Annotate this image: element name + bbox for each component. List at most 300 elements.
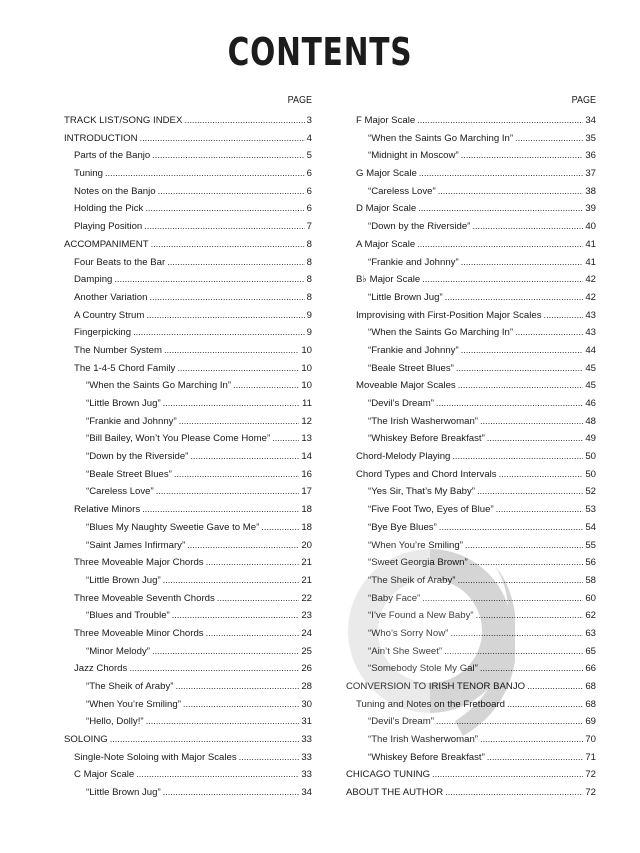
dot-leader: [461, 254, 584, 272]
toc-entry: [346, 448, 596, 466]
toc-entry: [64, 183, 312, 201]
toc-entry-title: “When the Saints Go Marching In”: [368, 132, 514, 144]
toc-entry: [346, 395, 596, 413]
toc-entry-page: 4: [306, 132, 312, 144]
toc-entry-title: Relative Minors: [74, 504, 141, 516]
toc-entry-page: 45: [585, 362, 596, 374]
dot-leader: [146, 307, 304, 325]
toc-entry: [346, 731, 596, 749]
toc-entry: [346, 660, 596, 678]
toc-entry: [346, 324, 596, 342]
toc-entry-title: Improvising with First-Position Major Scales: [356, 309, 542, 321]
toc-entry-title: C Major Scale: [74, 769, 135, 781]
toc-entry: [64, 236, 312, 254]
page-column-header-right: PAGE: [571, 95, 596, 106]
toc-entry: [64, 572, 312, 590]
toc-entry-title: “Ain’t She Sweet”: [368, 645, 443, 657]
toc-entry: [346, 130, 596, 148]
toc-entry-title: “Frankie and Johnny”: [368, 344, 459, 356]
toc-entry-title: D Major Scale: [356, 203, 417, 215]
toc-list-left: [64, 112, 312, 802]
dot-leader: [461, 342, 584, 360]
toc-entry: [64, 218, 312, 236]
toc-entry-title: “Five Foot Two, Eyes of Blue”: [368, 504, 494, 516]
dot-leader: [133, 324, 305, 342]
toc-entry: [64, 625, 312, 643]
dot-leader: [417, 112, 583, 130]
dot-leader: [146, 713, 300, 731]
toc-entry-page: 65: [585, 645, 596, 657]
toc-entry-page: 31: [301, 716, 312, 728]
toc-entry-title: “The Irish Washerwoman”: [368, 734, 478, 746]
toc-entry: [346, 218, 596, 236]
toc-entry-title: SOLOING: [64, 734, 108, 746]
dot-leader: [472, 218, 583, 236]
toc-entry-title: B♭ Major Scale: [356, 274, 421, 286]
toc-entry: [64, 713, 312, 731]
toc-entry-title: “Little Brown Jug”: [86, 574, 161, 586]
toc-entry-page: 43: [585, 309, 596, 321]
toc-entry: [64, 784, 312, 802]
toc-entry: [64, 678, 312, 696]
toc-entry: [346, 519, 596, 537]
toc-entry-page: 12: [301, 415, 312, 427]
toc-entry-page: 70: [585, 734, 596, 746]
toc-entry-title: “Beale Street Blues”: [368, 362, 454, 374]
toc-entry-page: 34: [585, 115, 596, 126]
toc-entry-page: 55: [585, 539, 596, 551]
toc-entry-page: 10: [301, 344, 312, 356]
toc-entry: [64, 466, 312, 484]
dot-leader: [452, 448, 583, 466]
toc-entry-page: 39: [585, 203, 596, 215]
dot-leader: [167, 254, 304, 272]
toc-entry-title: “Bill Bailey, Won’t You Please Come Home”: [86, 433, 271, 445]
dot-leader: [140, 130, 305, 148]
toc-entry-title: “Blues and Trouble”: [86, 610, 170, 622]
toc-entry-page: 9: [306, 309, 312, 321]
toc-entry: [64, 395, 312, 413]
toc-entry-page: 42: [585, 274, 596, 286]
toc-entry-title: “Little Brown Jug”: [86, 787, 161, 799]
toc-entry-title: INTRODUCTION: [64, 132, 138, 144]
toc-entry: [64, 289, 312, 307]
toc-entry: [64, 165, 312, 183]
toc-entry-page: 21: [301, 557, 312, 569]
toc-entry-page: 21: [301, 574, 312, 586]
toc-entry-title: “Little Brown Jug”: [86, 398, 161, 409]
toc-entry-page: 49: [585, 433, 596, 445]
toc-entry-page: 50: [585, 451, 596, 463]
toc-entry-page: 53: [585, 504, 596, 516]
toc-entry-title: Holding the Pick: [74, 203, 144, 215]
dot-leader: [477, 483, 583, 501]
toc-entry: [346, 289, 596, 307]
toc-entry-title: Another Variation: [74, 291, 148, 303]
toc-entry-title: “Careless Love”: [86, 486, 154, 498]
dot-leader: [436, 395, 583, 413]
toc-entry: [346, 165, 596, 183]
toc-entry-page: 10: [301, 362, 312, 374]
toc-entry-page: 58: [585, 574, 596, 586]
toc-entry-page: 13: [301, 433, 312, 445]
dot-leader: [163, 395, 300, 413]
dot-leader: [151, 236, 305, 254]
toc-entry: [346, 625, 596, 643]
toc-entry-page: 25: [301, 645, 312, 657]
dot-leader: [450, 625, 583, 643]
toc-entry-page: 62: [585, 610, 596, 622]
toc-entry-title: “Baby Face”: [368, 592, 421, 604]
toc-entry-title: “Somebody Stole My Gal”: [368, 663, 478, 675]
dot-leader: [190, 448, 299, 466]
dot-leader: [114, 271, 304, 289]
toc-entry-page: 35: [585, 132, 596, 144]
dot-leader: [144, 218, 304, 236]
toc-entry-page: 18: [301, 521, 312, 533]
toc-entry-title: TRACK LIST/SONG INDEX: [64, 115, 183, 126]
toc-entry-page: 17: [301, 486, 312, 498]
toc-entry-title: Three Moveable Minor Chords: [74, 627, 204, 639]
toc-entry-page: 60: [585, 592, 596, 604]
toc-entry-title: “Who’s Sorry Now”: [368, 627, 449, 639]
dot-leader: [419, 165, 584, 183]
toc-entry: [346, 766, 596, 784]
toc-entry: [346, 466, 596, 484]
toc-entry: [64, 430, 312, 448]
toc-entry: [64, 342, 312, 360]
toc-entry-title: ABOUT THE AUTHOR: [346, 787, 444, 799]
toc-entry-title: “Beale Street Blues”: [86, 468, 172, 480]
toc-entry: [346, 183, 596, 201]
dot-leader: [436, 713, 583, 731]
toc-entry-title: Single-Note Soloing with Major Scales: [74, 751, 237, 763]
dot-leader: [142, 501, 299, 519]
toc-entry: [346, 590, 596, 608]
toc-entry-title: CONVERSION TO IRISH TENOR BANJO: [346, 681, 526, 692]
toc-entry-title: Playing Position: [74, 221, 143, 233]
toc-entry-title: Tuning: [74, 168, 103, 180]
dot-leader: [239, 749, 300, 767]
toc-entry-title: “Devil’s Dream”: [368, 398, 434, 409]
toc-entry-page: 28: [301, 681, 312, 692]
toc-entry-title: “Whiskey Before Breakfast”: [368, 433, 485, 445]
toc-entry: [64, 130, 312, 148]
toc-entry-title: “Saint James Infirmary”: [86, 539, 186, 551]
dot-leader: [217, 590, 300, 608]
toc-entry: [64, 731, 312, 749]
toc-entry-page: 50: [585, 468, 596, 480]
toc-entry-page: 56: [585, 557, 596, 569]
toc-entry: [346, 784, 596, 802]
dot-leader: [458, 377, 584, 395]
dot-leader: [432, 766, 583, 784]
dot-leader: [445, 289, 584, 307]
toc-entry: [346, 236, 596, 254]
toc-entry-title: “Careless Love”: [368, 185, 436, 197]
toc-entry-page: 44: [585, 344, 596, 356]
toc-entry: [64, 537, 312, 555]
dot-leader: [156, 483, 300, 501]
toc-entry-title: “Blues My Naughty Sweetie Gave to Me”: [86, 521, 260, 533]
dot-leader: [527, 678, 583, 696]
toc-entry-title: “When the Saints Go Marching In”: [86, 380, 232, 392]
page-title: CONTENTS: [227, 30, 413, 74]
dot-leader: [465, 537, 583, 555]
toc-entry: [64, 307, 312, 325]
toc-entry-title: “Yes Sir, That’s My Baby”: [368, 486, 475, 498]
toc-entry-title: “The Sheik of Araby”: [86, 681, 174, 692]
toc-entry: [346, 307, 596, 325]
toc-entry-page: 30: [301, 698, 312, 710]
toc-entry-page: 42: [585, 291, 596, 303]
dot-leader: [470, 554, 584, 572]
dot-leader: [136, 766, 299, 784]
toc-entry-title: The Number System: [74, 344, 162, 356]
dot-leader: [456, 360, 583, 378]
dot-leader: [422, 590, 583, 608]
dot-leader: [174, 466, 299, 484]
dot-leader: [233, 377, 299, 395]
toc-entry-title: Tuning and Notes on the Fretboard: [356, 698, 505, 710]
dot-leader: [163, 784, 300, 802]
dot-leader: [444, 643, 583, 661]
dot-leader: [438, 183, 584, 201]
toc-entry-title: Chord Types and Chord Intervals: [356, 468, 497, 480]
toc-entry-title: “The Irish Washerwoman”: [368, 415, 478, 427]
toc-entry: [346, 607, 596, 625]
toc-entry-page: 8: [306, 256, 312, 268]
dot-leader: [480, 413, 583, 431]
toc-entry: [64, 519, 312, 537]
toc-entry: [346, 413, 596, 431]
toc-entry-title: “When You’re Smiling”: [86, 698, 181, 710]
toc-entry-title: “When You’re Smiling”: [368, 539, 463, 551]
toc-entry: [346, 112, 596, 130]
toc-entry: [346, 678, 596, 696]
toc-entry-title: Three Moveable Major Chords: [74, 557, 204, 569]
toc-entry-page: 72: [585, 769, 596, 781]
toc-entry-page: 69: [585, 716, 596, 728]
toc-entry: [64, 766, 312, 784]
dot-leader: [110, 731, 300, 749]
toc-entry-title: Three Moveable Seventh Chords: [74, 592, 215, 604]
dot-leader: [476, 607, 584, 625]
toc-entry-title: “Whiskey Before Breakfast”: [368, 751, 485, 763]
dot-leader: [496, 501, 584, 519]
toc-entry: [346, 713, 596, 731]
toc-entry: [64, 324, 312, 342]
toc-entry-page: 9: [306, 327, 312, 339]
page-column-header-left: PAGE: [287, 95, 312, 106]
toc-entry-page: 33: [301, 751, 312, 763]
toc-entry-title: A Major Scale: [356, 238, 416, 250]
toc-entry-page: 8: [306, 238, 312, 250]
dot-leader: [445, 784, 583, 802]
dot-leader: [179, 413, 300, 431]
toc-entry: [64, 660, 312, 678]
dot-leader: [544, 307, 584, 325]
toc-entry-page: 71: [585, 751, 596, 763]
toc-entry: [64, 749, 312, 767]
toc-entry-page: 23: [301, 610, 312, 622]
toc-entry-title: “Hello, Dolly!”: [86, 716, 144, 728]
toc-entry-page: 54: [585, 521, 596, 533]
toc-entry-title: F Major Scale: [356, 115, 416, 126]
toc-entry-page: 46: [585, 398, 596, 409]
toc-entry-page: 3: [306, 115, 312, 126]
dot-leader: [183, 696, 299, 714]
dot-leader: [515, 130, 583, 148]
toc-entry-page: 40: [585, 221, 596, 233]
toc-entry-page: 6: [306, 203, 312, 215]
toc-entry-page: 72: [585, 787, 596, 799]
toc-entry-title: “The Sheik of Araby”: [368, 574, 456, 586]
dot-leader: [487, 749, 584, 767]
toc-entry: [64, 200, 312, 218]
toc-entry: [64, 254, 312, 272]
toc-entry-page: 34: [301, 787, 312, 799]
dot-leader: [487, 430, 584, 448]
dot-leader: [418, 200, 583, 218]
dot-leader: [172, 607, 300, 625]
toc-entry-title: Parts of the Banjo: [74, 150, 151, 162]
toc-entry-page: 41: [585, 238, 596, 250]
toc-entry-page: 52: [585, 486, 596, 498]
toc-entry-title: “Minor Melody”: [86, 645, 150, 657]
toc-entry: [346, 377, 596, 395]
dot-leader: [507, 696, 583, 714]
toc-entry-title: Chord-Melody Playing: [356, 451, 451, 463]
toc-entry-title: A Country Strum: [74, 309, 145, 321]
dot-leader: [175, 678, 299, 696]
toc-entry: [346, 643, 596, 661]
toc-entry: [64, 147, 312, 165]
toc-entry-title: “Frankie and Johnny”: [86, 415, 177, 427]
toc-entry-title: Jazz Chords: [74, 663, 128, 675]
dot-leader: [515, 324, 583, 342]
toc-entry: [346, 200, 596, 218]
contents-column-right: [346, 94, 596, 802]
toc-entry: [64, 360, 312, 378]
dot-leader: [480, 731, 583, 749]
dot-leader: [457, 572, 583, 590]
dot-leader: [158, 183, 305, 201]
dot-leader: [149, 289, 304, 307]
toc-entry-title: Moveable Major Scales: [356, 380, 456, 392]
dot-leader: [261, 519, 299, 537]
toc-entry-title: “Bye Bye Blues”: [368, 521, 437, 533]
toc-entry: [64, 643, 312, 661]
toc-entry-title: G Major Scale: [356, 168, 417, 180]
toc-entry-title: ACCOMPANIMENT: [64, 238, 149, 250]
toc-entry-page: 41: [585, 256, 596, 268]
toc-entry-page: 37: [585, 168, 596, 180]
toc-entry-title: Four Beats to the Bar: [74, 256, 166, 268]
toc-entry: [346, 342, 596, 360]
toc-entry-title: “Sweet Georgia Brown”: [368, 557, 468, 569]
toc-entry-title: “Little Brown Jug”: [368, 291, 443, 303]
toc-entry: [64, 448, 312, 466]
toc-entry: [346, 254, 596, 272]
toc-entry-page: 14: [301, 451, 312, 463]
toc-entry-title: Damping: [74, 274, 113, 286]
dot-leader: [145, 200, 304, 218]
dot-leader: [164, 342, 299, 360]
toc-entry: [346, 696, 596, 714]
toc-entry: [64, 413, 312, 431]
toc-entry-title: “Frankie and Johnny”: [368, 256, 459, 268]
dot-leader: [272, 430, 299, 448]
dot-leader: [129, 660, 299, 678]
toc-entry-page: 36: [585, 150, 596, 162]
toc-entry-page: 33: [301, 769, 312, 781]
toc-entry: [346, 501, 596, 519]
toc-entry-page: 33: [301, 734, 312, 746]
toc-entry: [64, 501, 312, 519]
toc-entry-page: 8: [306, 291, 312, 303]
toc-entry-page: 8: [306, 274, 312, 286]
toc-entry-page: 5: [306, 150, 312, 162]
toc-entry-page: 43: [585, 327, 596, 339]
toc-entry: [64, 554, 312, 572]
dot-leader: [105, 165, 305, 183]
toc-entry-page: 24: [301, 627, 312, 639]
toc-entry: [346, 271, 596, 289]
toc-entry-title: CHICAGO TUNING: [346, 769, 431, 781]
toc-entry-page: 68: [585, 681, 596, 692]
toc-entry: [64, 112, 312, 130]
toc-entry-page: 6: [306, 168, 312, 180]
toc-entry: [64, 590, 312, 608]
toc-entry-title: “Midnight in Moscow”: [368, 150, 459, 162]
toc-list-right: [346, 112, 596, 802]
toc-entry: [346, 572, 596, 590]
toc-entry-page: 20: [301, 539, 312, 551]
dot-leader: [439, 519, 584, 537]
toc-entry: [64, 483, 312, 501]
dot-leader: [206, 625, 300, 643]
toc-entry-title: Fingerpicking: [74, 327, 132, 339]
dot-leader: [177, 360, 299, 378]
toc-entry: [64, 377, 312, 395]
toc-entry-page: 63: [585, 627, 596, 639]
dot-leader: [184, 112, 304, 130]
toc-entry-title: “Down by the Riverside”: [368, 221, 471, 233]
toc-entry-page: 48: [585, 415, 596, 427]
dot-leader: [152, 643, 299, 661]
dot-leader: [206, 554, 300, 572]
dot-leader: [480, 660, 583, 678]
dot-leader: [417, 236, 583, 254]
toc-entry-title: The 1-4-5 Chord Family: [74, 362, 176, 374]
toc-entry: [64, 271, 312, 289]
toc-entry-title: Notes on the Banjo: [74, 185, 156, 197]
toc-entry-page: 22: [301, 592, 312, 604]
toc-entry-page: 18: [301, 504, 312, 516]
toc-entry: [346, 360, 596, 378]
dot-leader: [422, 271, 583, 289]
toc-entry-page: 26: [301, 663, 312, 675]
toc-entry-page: 6: [306, 185, 312, 197]
toc-entry-page: 68: [585, 698, 596, 710]
toc-entry-page: 45: [585, 380, 596, 392]
contents-column-left: [64, 94, 312, 802]
dot-leader: [163, 572, 300, 590]
toc-entry-page: 66: [585, 663, 596, 675]
toc-entry: [346, 554, 596, 572]
toc-entry: [346, 483, 596, 501]
